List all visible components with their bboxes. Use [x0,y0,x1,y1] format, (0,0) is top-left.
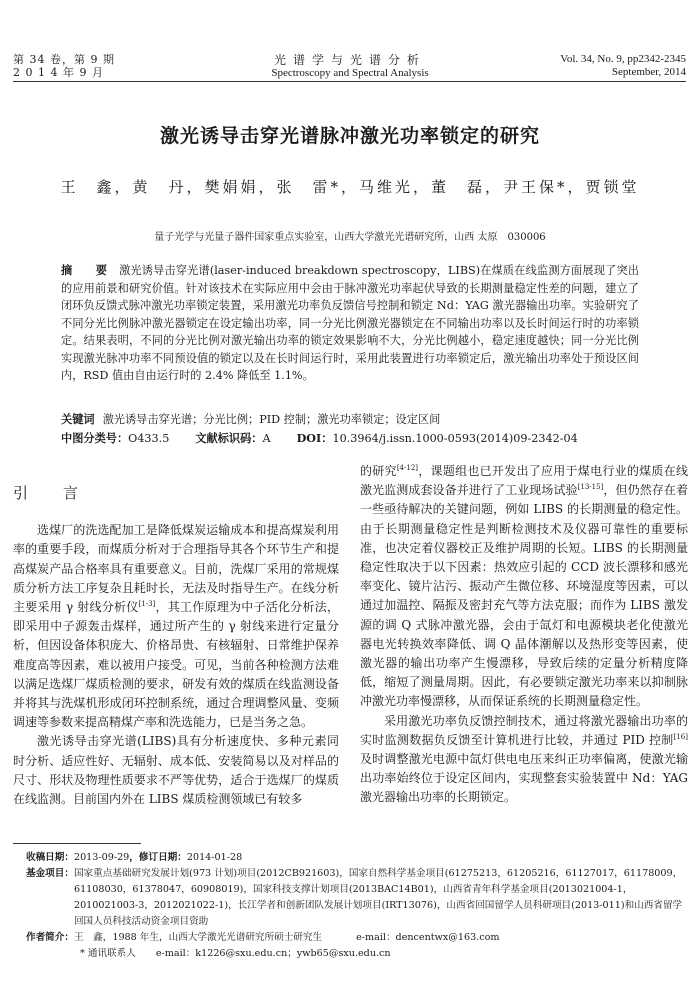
date-en: September, 2014 [611,66,686,78]
abstract-label: 摘 要 [61,263,114,277]
funding-label: 基金项目： [26,868,74,879]
corresponding-label: * 通讯联系人 [80,948,136,959]
body-paragraph [360,712,688,808]
right-p2-a: 采用激光功率负反馈控制技术，通过将激光器输出功率的实时监测数据负反馈至计算机进行比较，并通过 PID 控制 [360,713,688,747]
section-heading: 引 言 [13,484,89,502]
doc-code-label: 文献标识码： [195,431,263,445]
right-p1-b: ，课题组也已开发出了应用于煤电行业的煤质在线激光监测成套设备并进行了工业现场试验 [360,464,688,498]
author-list: 王 鑫，黄 丹，樊娟娟，张 雷*，马维光，董 磊，尹王保*，贾锁堂 [60,178,640,196]
citation: [13-15] [577,483,604,492]
right-p1-a: 的研究 [360,464,397,478]
left-p1-b: ，其工作原理为中子活化分析法，即采用中子源轰击煤样，通过所产生的 γ 射线来进行定量分析，但因设备体积庞大、价格昂贵、有核辐射、日常维护保养难度高等因素，难以被用户接受。可见，当前各种检测方法难以满足选煤厂煤质检测的要求，研发有效的煤质在线监测设备并将其与洗煤机形成闭环控制系统，通过合理调整风量、变频调速等参数来提高精煤产率和洗选能力，已是当务之急。 [13,600,339,730]
author-email[interactable]: e-mail：dencentwx@163.com [356,932,500,943]
left-column [13,462,339,809]
keywords [61,411,639,428]
funding-text: 国家重点基础研究发展计划(973 计划)项目(2012CB921603)，国家自然科学基金项目(61275213，61205216，61127017，61178009，61108030，61378047，60908019)，国家科技支撑计划项目(2013BAC14B01)，山西省青年科学基金项目(2013021004-1，2010021003-3，2012021022-1)，长江学者和创新团队发展计划项目(IRT13076)，山西省回国留学人员科研项目(2013-011)和山西省留学回国人员科技活动资金项目资助 [73,868,683,927]
header-journal [220,53,480,80]
issue-cn: 第 34 卷，第 9 期 [13,53,115,66]
abstract [61,262,639,385]
right-column [360,462,688,808]
body-paragraph [13,521,339,732]
date-cn: 2 0 1 4 年 9 月 [13,66,104,79]
header-issue-en [560,53,686,79]
keywords-text: 激光诱导击穿光谱；分光比例；PID 控制；激光功率锁定；设定区间 [102,413,441,426]
keywords-label: 关键词 [61,412,95,426]
revised-label: ，修订日期： [129,852,187,863]
header-issue-cn [13,53,115,79]
footnote-received [26,850,688,866]
footnote-author [26,930,688,946]
running-header [0,0,700,84]
right-p2-b: 及时调整激光电源中氙灯供电电压来纠正功率偏离，使激光输出功率始终位于设定区间内，实现整套实验装置中 Nd：YAG 激光器输出功率的长期锁定。 [360,752,688,805]
clc-label: 中图分类号： [61,431,129,445]
doi-label: DOI： [296,431,333,445]
journal-name-cn: 光谱学与光谱分析 [273,53,426,67]
volume-en: Vol. 34, No. 9, pp2342-2345 [560,53,686,65]
body-paragraph [360,462,688,712]
author-bio-text: 王 鑫，1988 年生，山西大学激光光谱研究所硕士研究生 [73,932,323,943]
doi-value: 10.3964/j.issn.1000-0593(2014)09-2342-04 [332,432,578,445]
footnote-funding [26,866,688,930]
corresponding-email[interactable]: e-mail：k1226@sxu.edu.cn；ywb65@sxu.edu.cn [155,948,391,959]
footnote-corresponding [80,946,700,962]
body-paragraph: 激光诱导击穿光谱(LIBS)具有分析速度快、多种元素同时分析、适应性好、无辐射、成本低、安装简易以及对样品的尺寸、形状及物理性质要求不严等优势，适合于选煤厂的煤质在线监测。目前国内外在 LIBS 煤质检测领域已有较多 [13,734,339,807]
author-bio-label: 作者简介： [26,932,74,943]
header-rule [13,81,686,82]
received-date: 2013-09-29 [73,852,130,863]
paper-title: 激光诱导击穿光谱脉冲激光功率锁定的研究 [159,125,540,147]
left-p1-a: 选煤厂的洗选配加工是降低煤炭运输成本和提高煤炭利用率的重要手段，而煤质分析对于合理指导其各个环节生产和提高煤炭产品合格率具有重要意义。目前，洗煤厂采用的常规煤质分析方法工序复杂且耗时长，无法及时指导生产。在线分析主要采用 γ 射线分析仪 [13,523,339,615]
classification-line [61,430,639,447]
revised-date: 2014-01-28 [186,852,243,863]
affiliation: 量子光学与光量子器件国家重点实验室，山西大学激光光谱研究所，山西 太原 030006 [154,232,546,243]
clc-value: O433.5 [128,432,170,445]
citation: [16] [673,732,688,741]
received-label: 收稿日期： [26,852,74,863]
journal-name-en: Spectroscopy and Spectral Analysis [271,67,429,79]
citation: [4-12] [396,464,419,472]
right-p1-c: ，但仍然存在着一些亟待解决的关键问题，例如 LIBS 的长期测量的稳定性。由于长期测量稳定性是判断检测技术及仪器可靠性的重要标准，也决定着仪器校正及维护周期的长短。LIBS 的长期测量稳定性取决于以下因素：热效应引起的 CCD 波长漂移和感光率变化、镜片沾污、振动产生微位移、环境湿度等因素，可以通过加温控、隔振及密封充气等方法克服；而作为 LIBS 激发源的调 Q 式脉冲激光器，会由于氙灯和电源模块老化使激光器电光转换效率降低、调 Q 晶体潮解以及热形变等因素，使激光器的输出功率产生慢漂移，导致后续的定量分析精度降低，缩短了测量周期。因此，有必要锁定激光功率来以抑制脉冲激光功率慢漂移，从而保证系统的长期测量稳定性。 [360,483,688,709]
abstract-text: 激光诱导击穿光谱(laser-induced breakdown spectroscopy，LIBS)在煤质在线监测方面展现了突出的应用前景和研究价值。针对该技术在实际应用中会由于脉冲激光功率起伏导致的长期测量稳定性差的问题，建立了闭环负反馈式脉冲激光功率锁定装置，采用激光功率负反馈信号控制和锁定 Nd：YAG 激光器输出功率。实验研究了不同分光比例脉冲激光器锁定在设定输出功率，同一分光比例激光器锁定在不同输出功率以及长时间运行时的功率锁定。结果表明，不同的分光比例对激光输出功率的锁定效果影响不大，分光比例越小，稳定速度越快；同一分光比例实现激光脉冲功率不同预设值的锁定以及在长时间运行时，采用此装置进行功率锁定后，激光输出功率处于预设区间内，RSD 值由自由运行时的 2.4% 降低至 1.1%。 [61,264,639,382]
citation: [1-3] [138,600,156,609]
doc-code-value: A [262,432,271,445]
footnote-rule [13,843,141,844]
